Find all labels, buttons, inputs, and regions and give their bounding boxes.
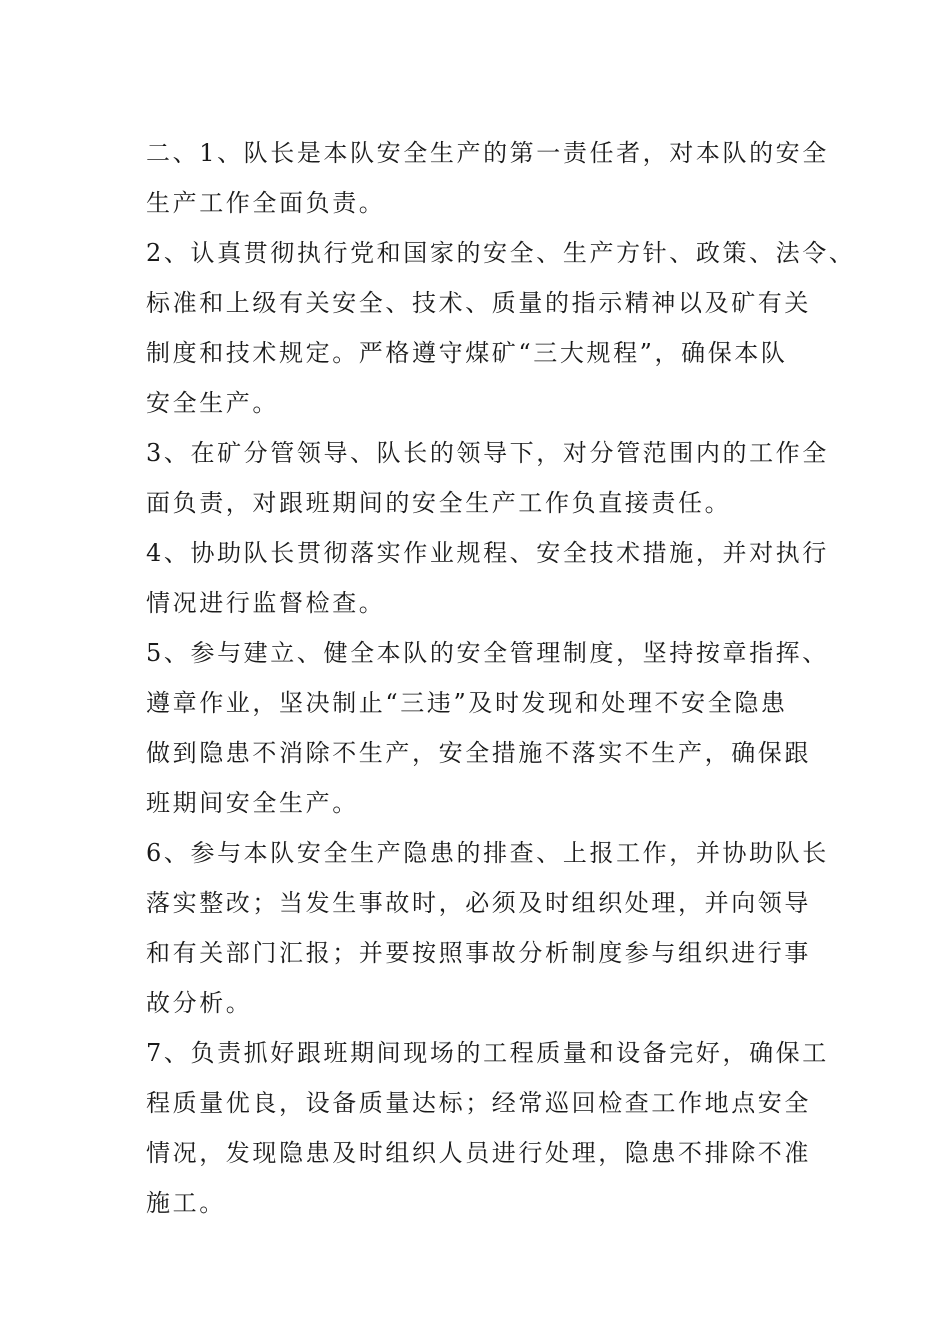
document-body: [146, 128, 856, 1228]
text-line: 4、协助队长贯彻落实作业规程、安全技术措施，并对执行: [146, 539, 829, 567]
text-line: 施工。: [146, 1189, 226, 1217]
text-line: 情况，发现隐患及时组织人员进行处理，隐患不排除不准: [146, 1139, 811, 1167]
text-line: 做到隐患不消除不生产，安全措施不落实不生产，确保跟: [146, 739, 811, 767]
text-line: 程质量优良，设备质量达标；经常巡回检查工作地点安全: [146, 1089, 811, 1117]
text-line: 6、参与本队安全生产隐患的排查、上报工作，并协助队长: [146, 839, 829, 867]
text-line: 制度和技术规定。严格遵守煤矿“三大规程”，确保本队: [146, 339, 788, 367]
text-line: 面负责，对跟班期间的安全生产工作负直接责任。: [146, 489, 732, 517]
text-line: 情况进行监督检查。: [146, 589, 386, 617]
text-line: 3、在矿分管领导、队长的领导下，对分管范围内的工作全: [146, 439, 829, 467]
text-line: 班期间安全生产。: [146, 789, 359, 817]
text-line: 5、参与建立、健全本队的安全管理制度，坚持按章指挥、: [146, 639, 829, 667]
text-line: 二、1、队长是本队安全生产的第一责任者，对本队的安全: [146, 139, 829, 167]
text-line: 7、负责抓好跟班期间现场的工程质量和设备完好，确保工: [146, 1039, 829, 1067]
text-line: 落实整改；当发生事故时，必须及时组织处理，并向领导: [146, 889, 811, 917]
text-line: 2、认真贯彻执行党和国家的安全、生产方针、政策、法令、: [146, 239, 856, 267]
text-line: 故分析。: [146, 989, 253, 1017]
text-line: 标准和上级有关安全、技术、质量的指示精神以及矿有关: [146, 289, 811, 317]
text-line: 生产工作全面负责。: [146, 189, 386, 217]
text-line: 和有关部门汇报；并要按照事故分析制度参与组织进行事: [146, 939, 811, 967]
text-line: 遵章作业，坚决制止“三违”及时发现和处理不安全隐患: [146, 689, 788, 717]
text-line: 安全生产。: [146, 389, 279, 417]
